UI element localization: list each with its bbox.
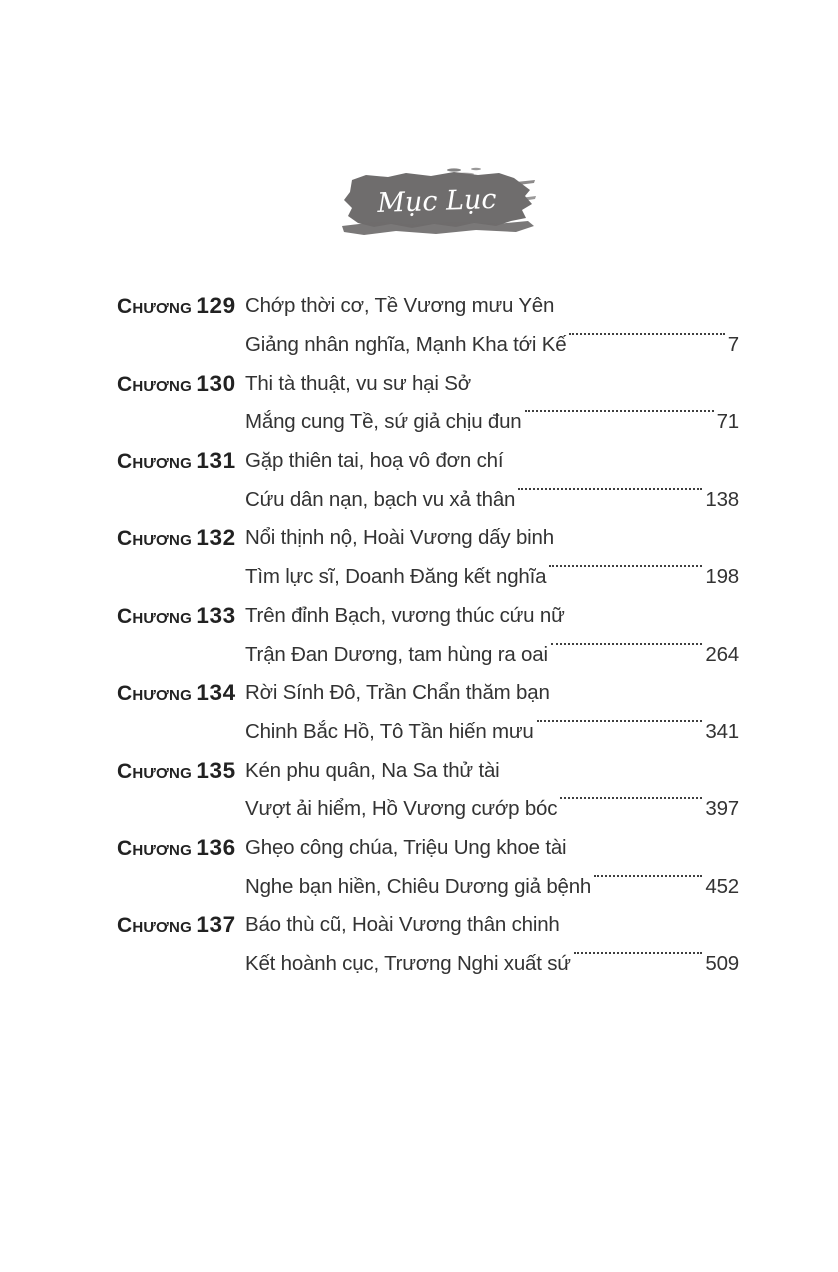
chapter-title-second (245, 797, 739, 821)
chapter-title-first (245, 294, 739, 318)
toc-entry-line1 (117, 829, 739, 868)
chapter-label (117, 525, 245, 551)
chapter-label (117, 758, 245, 784)
chapter-title-first-text: Báo thù cũ, Hoài Vương thân chinh (245, 913, 560, 937)
chapter-label (117, 448, 245, 474)
chapter-title-second (245, 565, 739, 589)
toc-entry-line2 (117, 558, 739, 597)
toc-entry-line1 (117, 287, 739, 326)
chapter-number: 136 (196, 834, 236, 860)
page-number: 198 (705, 565, 739, 589)
toc-entry-line1 (117, 674, 739, 713)
page-number: 71 (716, 410, 739, 434)
page-number: 397 (705, 797, 739, 821)
toc-entry-line1 (117, 906, 739, 945)
toc-entry-line2 (117, 635, 739, 674)
chapter-title-first (245, 836, 739, 860)
chapter-title-second (245, 333, 739, 357)
brush-stroke-graphic (336, 166, 536, 244)
chapter-word: Chương (117, 604, 192, 628)
chapter-number: 129 (196, 293, 236, 319)
chapter-word: Chương (117, 914, 192, 938)
chapter-title-second (245, 410, 739, 434)
header-brush-banner (336, 166, 536, 244)
chapter-label (117, 603, 245, 629)
chapter-title-second (245, 875, 739, 899)
toc-entry-line2 (117, 790, 739, 829)
chapter-number: 134 (196, 680, 236, 706)
toc-entry (117, 597, 739, 674)
chapter-label (117, 371, 245, 397)
chapter-title-first-text: Ghẹo công chúa, Triệu Ung khoe tài (245, 835, 567, 859)
chapter-title-first-text: Rời Sính Đô, Trần Chẩn thăm bạn (245, 681, 550, 705)
chapter-title-second-text: Kết hoành cục, Trương Nghi xuất sứ (245, 952, 571, 976)
chapter-title-second-text: Nghe bạn hiền, Chiêu Dương giả bệnh (245, 874, 592, 898)
chapter-title-second-text: Vượt ải hiểm, Hồ Vương cướp bóc (245, 797, 558, 821)
toc-entry (117, 751, 739, 828)
chapter-label (117, 293, 245, 319)
chapter-title-first-text: Nổi thịnh nộ, Hoài Vương dấy binh (245, 526, 554, 550)
toc-entry (117, 829, 739, 906)
page-number: 452 (705, 874, 739, 898)
chapter-title-second-text: Trận Đan Dương, tam hùng ra oai (245, 642, 548, 666)
chapter-word: Chương (117, 682, 192, 706)
chapter-title-second-text: Giảng nhân nghĩa, Mạnh Kha tới Kế (245, 333, 567, 357)
toc-list (117, 287, 739, 983)
toc-entry-line2 (117, 945, 739, 984)
chapter-title-second (245, 720, 739, 744)
chapter-title-first (245, 449, 739, 473)
chapter-title-second-text: Chinh Bắc Hồ, Tô Tần hiến mưu (245, 719, 534, 743)
chapter-number: 132 (196, 525, 236, 551)
chapter-title-first (245, 526, 739, 550)
chapter-title-first (245, 604, 739, 628)
chapter-title-first-text: Kén phu quân, Na Sa thử tài (245, 758, 500, 782)
toc-entry-line1 (117, 519, 739, 558)
toc-entry-line1 (117, 442, 739, 481)
chapter-title-first (245, 759, 739, 783)
toc-entry (117, 442, 739, 519)
chapter-title-first-text: Thi tà thuật, vu sư hại Sở (245, 371, 471, 395)
chapter-number: 130 (196, 370, 236, 396)
chapter-word: Chương (117, 372, 192, 396)
chapter-word: Chương (117, 295, 192, 319)
chapter-title-first-text: Gặp thiên tai, hoạ vô đơn chí (245, 449, 504, 473)
toc-entry-line2 (117, 480, 739, 519)
page-number: 341 (705, 719, 739, 743)
toc-entry-line2 (117, 713, 739, 752)
toc-entry (117, 674, 739, 751)
chapter-title-first (245, 913, 739, 937)
chapter-number: 137 (196, 912, 236, 938)
page-number: 264 (705, 642, 739, 666)
chapter-title-first (245, 681, 739, 705)
chapter-word: Chương (117, 836, 192, 860)
page-number: 138 (705, 487, 739, 511)
chapter-label (117, 912, 245, 938)
toc-entry (117, 519, 739, 596)
chapter-label (117, 680, 245, 706)
toc-entry (117, 906, 739, 983)
chapter-number: 131 (196, 448, 236, 474)
chapter-label (117, 835, 245, 861)
chapter-title-second (245, 643, 739, 667)
toc-entry-line2 (117, 403, 739, 442)
chapter-word: Chương (117, 759, 192, 783)
page-number: 7 (727, 333, 739, 357)
chapter-title-second (245, 488, 739, 512)
chapter-title-first-text: Chớp thời cơ, Tề Vương mưu Yên (245, 294, 555, 318)
toc-entry (117, 364, 739, 441)
toc-entry (117, 287, 739, 364)
toc-entry-line2 (117, 326, 739, 365)
toc-entry-line1 (117, 751, 739, 790)
chapter-title-first-text: Trên đỉnh Bạch, vương thúc cứu nữ (245, 603, 565, 627)
chapter-title-first (245, 372, 739, 396)
chapter-title-second-text: Mắng cung Tề, sứ giả chịu đun (245, 410, 522, 434)
toc-entry-line2 (117, 867, 739, 906)
chapter-number: 133 (196, 602, 236, 628)
chapter-number: 135 (196, 757, 236, 783)
toc-entry-line1 (117, 597, 739, 636)
chapter-title-second (245, 952, 739, 976)
chapter-word: Chương (117, 527, 192, 551)
page-number: 509 (705, 952, 739, 976)
chapter-title-second-text: Tìm lực sĩ, Doanh Đăng kết nghĩa (245, 565, 547, 589)
chapter-word: Chương (117, 450, 192, 474)
chapter-title-second-text: Cứu dân nạn, bạch vu xả thân (245, 487, 516, 511)
page-title: Mục Lục (376, 183, 497, 220)
toc-entry-line1 (117, 364, 739, 403)
